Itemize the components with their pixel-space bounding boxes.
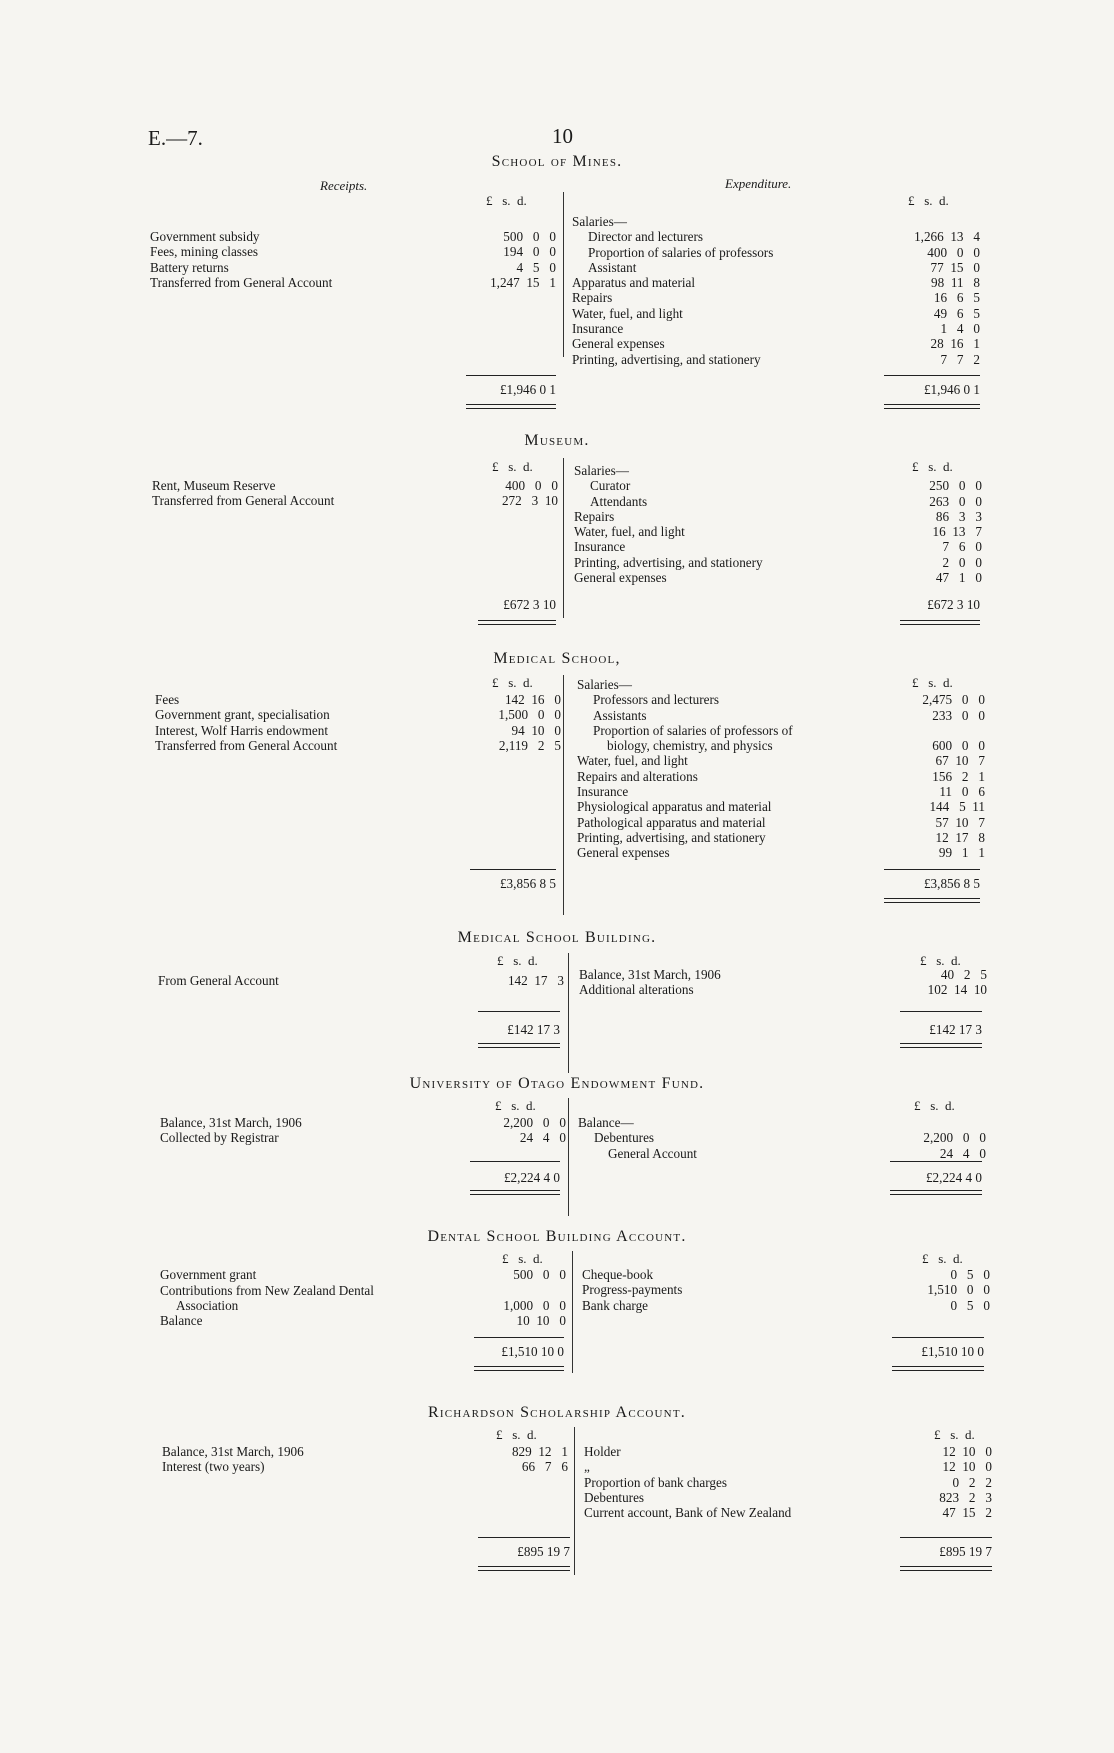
lsd-heading-left: £ s. d.	[502, 1251, 543, 1266]
row-amount: 12 10 0	[942, 1444, 992, 1459]
total-rule-left	[478, 620, 556, 625]
lsd-heading-left: £ s. d.	[495, 1098, 536, 1113]
total-receipts: £1,946 0 1	[499, 382, 556, 397]
row-amount: 4 5 0	[516, 259, 556, 275]
total-rule-right	[900, 1043, 982, 1048]
total-rule-left	[474, 1366, 564, 1371]
row-amount: 263 0 0	[929, 493, 982, 509]
row-label: Repairs	[572, 290, 613, 306]
lsd-heading-right: £ s. d.	[914, 1098, 955, 1113]
row-amount: 829 12 1	[511, 1444, 568, 1459]
row-amount: 57 10 7	[935, 814, 985, 830]
total-expenditure: £672 3 10	[927, 597, 980, 612]
row-label: Attendants	[590, 493, 648, 509]
subtotal-rule-left	[470, 1161, 560, 1162]
row-label: Insurance	[577, 784, 629, 800]
expenditure-heading: Expenditure.	[725, 176, 792, 191]
lsd-heading-left: £ s. d.	[492, 675, 533, 690]
row-amount: 156 2 1	[932, 768, 985, 784]
row-amount: 233 0 0	[932, 707, 985, 723]
row-label: Transferred from General Account	[155, 737, 338, 753]
row-label: Cheque-book	[582, 1267, 654, 1282]
row-label: Assistant	[588, 259, 637, 275]
row-amount: 250 0 0	[929, 478, 982, 494]
subtotal-rule-right	[884, 375, 980, 376]
row-amount: 2 0 0	[942, 554, 982, 570]
total-rule-left	[478, 1043, 560, 1048]
row-label: General expenses	[574, 570, 667, 586]
row-label: Debentures	[584, 1489, 645, 1505]
row-amount: 2,200 0 0	[503, 1115, 566, 1130]
row-label: Association	[176, 1297, 239, 1313]
total-expenditure: £3,856 8 5	[923, 876, 980, 891]
total-receipts: £895 19 7	[517, 1544, 570, 1559]
row-amount: 1,510 0 0	[927, 1282, 990, 1298]
row-label: Proportion of salaries of professors	[588, 244, 774, 260]
row-amount: 40 2 5	[940, 967, 987, 982]
row-label: „	[584, 1459, 590, 1475]
total-rule-right	[900, 620, 980, 625]
lsd-heading-right: £ s. d.	[922, 1251, 963, 1266]
row-amount: 24 4 0	[519, 1130, 566, 1146]
total-receipts: £142 17 3	[507, 1022, 560, 1037]
section-title: School of Mines.	[491, 153, 623, 170]
row-amount: 1,500 0 0	[498, 707, 561, 723]
row-amount: 77 15 0	[930, 259, 980, 275]
row-amount: 144 5 11	[929, 799, 985, 815]
row-amount: 500 0 0	[513, 1267, 566, 1283]
row-amount: 7 7 2	[940, 351, 980, 367]
row-amount: 66 7 6	[521, 1459, 568, 1475]
subtotal-rule-left	[474, 1337, 564, 1338]
column-divider	[568, 1098, 569, 1216]
subtotal-rule-left	[478, 1011, 560, 1012]
row-amount: 16 6 5	[933, 290, 980, 306]
row-label: Additional alterations	[579, 982, 694, 998]
row-label: Battery returns	[150, 259, 229, 275]
row-amount: 47 15 2	[942, 1505, 992, 1521]
row-amount: 49 6 5	[933, 305, 980, 321]
row-label: Balance—	[578, 1115, 634, 1130]
row-amount: 2,475 0 0	[922, 692, 985, 708]
row-amount: 11 0 6	[939, 784, 985, 800]
subtotal-rule-right	[892, 1337, 984, 1338]
row-amount: 47 1 0	[935, 570, 982, 586]
row-label: Transferred from General Account	[150, 274, 333, 290]
column-divider	[563, 192, 564, 357]
row-amount: 0 5 0	[950, 1297, 990, 1313]
total-expenditure: £142 17 3	[929, 1022, 982, 1037]
row-label: Balance, 31st March, 1906	[162, 1444, 304, 1459]
lsd-heading-left: £ s. d.	[486, 193, 527, 208]
row-label: Water, fuel, and light	[572, 305, 683, 321]
row-label: Government subsidy	[150, 229, 260, 244]
row-label: General Account	[608, 1145, 697, 1161]
subtotal-rule-right	[900, 1011, 982, 1012]
row-amount: 2,200 0 0	[923, 1130, 986, 1146]
row-amount: 28 16 1	[930, 336, 980, 352]
row-amount: 1,247 15 1	[490, 274, 556, 290]
total-receipts: £1,510 10 0	[501, 1344, 564, 1359]
row-amount: 98 11 8	[931, 275, 980, 291]
row-amount: 600 0 0	[932, 738, 985, 754]
row-amount: 12 10 0	[942, 1459, 992, 1475]
row-label: General expenses	[572, 336, 665, 352]
row-label: Director and lecturers	[588, 229, 703, 245]
lsd-heading-right: £ s. d.	[920, 953, 961, 968]
row-label: Fees, mining classes	[150, 244, 259, 260]
row-amount: 0 2 2	[952, 1474, 992, 1490]
row-amount: 400 0 0	[927, 244, 980, 260]
row-label: Printing, advertising, and stationery	[574, 554, 763, 570]
lsd-heading-left: £ s. d.	[496, 1427, 537, 1442]
row-label: Water, fuel, and light	[577, 753, 688, 769]
row-label: Progress-payments	[582, 1282, 683, 1298]
row-label: Government grant, specialisation	[155, 707, 330, 723]
receipts-heading: Receipts.	[320, 178, 368, 193]
subtotal-rule-left	[478, 1537, 570, 1538]
row-label: Balance, 31st March, 1906	[579, 967, 721, 982]
row-label: Interest, Wolf Harris endowment	[155, 722, 329, 738]
row-label: Repairs	[574, 508, 615, 524]
row-label: Repairs and alterations	[577, 768, 698, 784]
lsd-heading-right: £ s. d.	[934, 1427, 975, 1442]
total-receipts: £672 3 10	[503, 597, 556, 612]
row-label: General expenses	[577, 845, 670, 861]
subtotal-rule-right	[890, 1161, 982, 1162]
total-rule-right	[884, 898, 980, 903]
row-amount: 823 2 3	[939, 1489, 992, 1505]
row-amount: 99 1 1	[938, 845, 985, 861]
lsd-heading-right: £ s. d.	[908, 193, 949, 208]
column-divider	[574, 1427, 575, 1575]
row-label: Collected by Registrar	[160, 1130, 279, 1146]
row-amount: 194 0 0	[503, 244, 556, 260]
row-label: Government grant	[160, 1267, 257, 1283]
row-label: Water, fuel, and light	[574, 524, 685, 540]
total-receipts: £2,224 4 0	[503, 1170, 560, 1185]
row-amount: 102 14 10	[927, 982, 987, 998]
subtotal-rule-right	[884, 869, 980, 870]
row-label: Salaries—	[574, 463, 629, 478]
section-title: Dental School Building Account.	[427, 1228, 687, 1245]
total-rule-right	[892, 1366, 984, 1371]
column-divider	[563, 458, 564, 618]
row-label: Salaries—	[572, 214, 627, 229]
section-title: University of Otago Endowment Fund.	[409, 1075, 705, 1092]
row-amount: 1 4 0	[940, 321, 980, 337]
total-rule-left	[466, 404, 556, 409]
row-label: Debentures	[594, 1130, 655, 1146]
lsd-heading-right: £ s. d.	[912, 675, 953, 690]
row-amount: 16 13 7	[932, 524, 982, 540]
row-label: Balance, 31st March, 1906	[160, 1115, 302, 1130]
subtotal-rule-left	[470, 869, 556, 870]
row-label: Assistants	[593, 707, 647, 723]
row-amount: 12 17 8	[935, 829, 985, 845]
row-amount: 0 5 0	[950, 1267, 990, 1282]
section-title: Richardson Scholarship Account.	[428, 1404, 686, 1421]
total-rule-right	[884, 404, 980, 409]
total-rule-right	[890, 1190, 982, 1195]
total-receipts: £3,856 8 5	[499, 876, 556, 891]
row-label: Proportion of bank charges	[584, 1474, 727, 1490]
subtotal-rule-right	[900, 1537, 992, 1538]
total-expenditure: £895 19 7	[939, 1544, 992, 1559]
row-label: Current account, Bank of New Zealand	[584, 1505, 792, 1521]
row-label: Physiological apparatus and material	[577, 799, 772, 815]
row-label: Interest (two years)	[162, 1459, 265, 1475]
total-rule-left	[470, 1190, 560, 1195]
total-expenditure: £2,224 4 0	[925, 1170, 982, 1185]
document-reference: E.—7.	[148, 126, 203, 150]
section-title: Medical School Building.	[457, 929, 657, 946]
row-label: Contributions from New Zealand Dental	[160, 1282, 374, 1298]
row-amount: 142 16 0	[504, 692, 561, 707]
row-label: biology, chemistry, and physics	[607, 738, 773, 754]
subtotal-rule-left	[466, 375, 556, 376]
row-label: Printing, advertising, and stationery	[572, 351, 761, 367]
row-label: Fees	[155, 692, 180, 707]
row-label: Insurance	[574, 539, 626, 555]
row-label: Apparatus and material	[572, 275, 696, 291]
row-label: Balance	[160, 1313, 203, 1329]
section-title: Museum.	[524, 432, 590, 449]
lsd-heading-left: £ s. d.	[497, 953, 538, 968]
row-label: Salaries—	[577, 677, 632, 692]
row-label: Curator	[590, 478, 631, 494]
row-amount: 86 3 3	[935, 508, 982, 524]
column-divider	[568, 953, 569, 1073]
row-amount: 1,000 0 0	[503, 1297, 566, 1313]
row-label: Pathological apparatus and material	[577, 814, 766, 830]
row-amount: 94 10 0	[511, 722, 561, 738]
row-label: Holder	[584, 1444, 621, 1459]
column-divider	[572, 1251, 573, 1373]
section-title: Medical School,	[493, 650, 621, 667]
row-amount: 7 6 0	[942, 539, 982, 555]
row-label: Bank charge	[582, 1297, 649, 1313]
row-amount: 1,266 13 4	[914, 229, 980, 245]
lsd-heading-left: £ s. d.	[492, 459, 533, 474]
row-label: Proportion of salaries of professors of	[593, 722, 793, 738]
row-label: Insurance	[572, 321, 624, 337]
row-amount: 272 3 10	[501, 493, 558, 509]
row-amount: 400 0 0	[505, 478, 558, 493]
page-number: 10	[552, 124, 573, 148]
row-amount: 67 10 7	[935, 753, 985, 769]
row-label: Rent, Museum Reserve	[152, 478, 276, 493]
column-divider	[563, 675, 564, 915]
row-label: From General Account	[158, 973, 279, 988]
row-label: Printing, advertising, and stationery	[577, 829, 766, 845]
row-amount: 10 10 0	[516, 1313, 566, 1329]
row-label: Professors and lecturers	[593, 692, 719, 708]
lsd-heading-right: £ s. d.	[912, 459, 953, 474]
total-expenditure: £1,510 10 0	[921, 1344, 984, 1359]
row-amount: 2,119 2 5	[498, 737, 561, 753]
total-expenditure: £1,946 0 1	[923, 382, 980, 397]
row-amount: 500 0 0	[503, 229, 556, 244]
total-rule-left	[478, 1566, 570, 1571]
row-amount: 142 17 3	[507, 973, 564, 988]
row-label: Transferred from General Account	[152, 493, 335, 509]
row-amount: 24 4 0	[939, 1145, 986, 1161]
total-rule-right	[900, 1566, 992, 1571]
